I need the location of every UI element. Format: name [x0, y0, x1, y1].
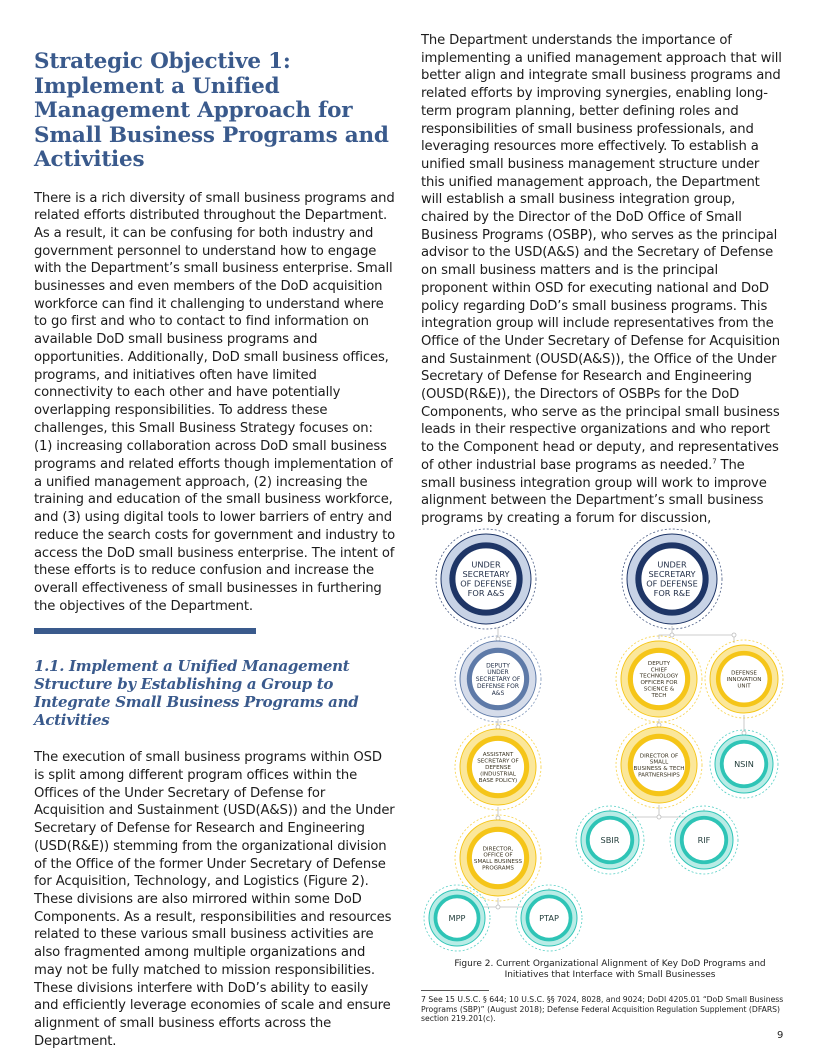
director-osbp-node — [455, 815, 541, 901]
rif-node-label: RIF — [697, 834, 711, 845]
sbir-node — [576, 806, 644, 874]
section-divider — [34, 628, 256, 634]
focus-paragraph: (1) increasing collaboration across DoD small business programs and related efforts though implementation of a unified management approach, (2) increasing the training and education of the small business workforce, and (3) using digital tools to lower barriers of entry and reduce the search costs for government and industry to access the DoD small business enterprise. The intent of these efforts is to reduce confusion and increase the overall effectiveness of small businesses in furthering the objectives of the Department. — [34, 439, 396, 614]
page-number: 9 — [777, 1030, 784, 1041]
connector-dot — [496, 725, 500, 729]
intro-paragraph: There is a rich diversity of small business programs and related efforts distributed throughout the Department. As a result, it can be confusing for both industry and government personnel to understand how to engage with the Department’s small business enterprise. Small businesses and even members of the DoD acquisition workforce can find it challenging to understand where to go first and who to contact to find information on available DoD small business programs and opportunities. Additionally, DoD small business offices, programs, and initiatives often have limited connectivity to each other and have potentially overlapping responsibilities. To address these challenges, this Small Business Strategy focuses on: — [34, 190, 395, 436]
right-column — [421, 32, 783, 528]
left-column — [34, 50, 396, 1050]
mpp-node-label: MPP — [448, 912, 466, 923]
connector-dot — [657, 815, 661, 819]
sbir-node-label: SBIR — [600, 834, 620, 845]
asd-ibp-node — [455, 724, 541, 810]
connector-dot — [496, 637, 500, 641]
deputy-usd-as-node-label: DEPUTY UNDER SECRETARY OF DEFENSE FOR A&S — [475, 662, 521, 697]
footnote: 7 See 15 U.S.C. § 644; 10 U.S.C. §§ 7024, 8028, and 9024; DoDI 4205.01 “DoD Small Business Programs (SBP)” (August 2018); Defense Federal Acquisition Regulation Supplement (DFARS) section 219.201(c). — [421, 995, 784, 1024]
director-sbtp-node-label: DIRECTOR OF SMALL BUSINESS & TECH PARTNERSHIPS — [633, 753, 685, 779]
deputy-usd-as-node — [455, 636, 541, 722]
diu-node-label: DEFENSE INNOVATION UNIT — [726, 670, 762, 690]
footnote-reference[interactable]: 7 — [712, 457, 717, 466]
rif-node — [670, 806, 738, 874]
director-osbp-node-label: DIRECTOR, OFFICE OF SMALL BUSINESS PROGRAMS — [473, 846, 523, 872]
dcto-node — [616, 636, 702, 722]
connector-dot — [670, 633, 674, 637]
usd-as-node-label: UNDER SECRETARY OF DEFENSE FOR A&S — [460, 559, 512, 599]
org-alignment-figure — [418, 527, 784, 952]
connector-dot — [742, 731, 746, 735]
footnote-divider — [421, 990, 489, 991]
org-nodes — [424, 529, 783, 951]
ptap-node-label: PTAP — [539, 912, 559, 923]
usd-re-node — [622, 529, 722, 629]
connector-dot — [657, 723, 661, 727]
asd-ibp-node-label: ASSISTANT SECRETARY OF DEFENSE (INDUSTRIAL BASE POLICY) — [477, 752, 519, 784]
usd-re-node-label: UNDER SECRETARY OF DEFENSE FOR R&E — [646, 559, 698, 599]
director-sbtp-node — [616, 722, 702, 808]
nsin-node-label: NSIN — [734, 758, 754, 769]
department-paragraph-tail: The small business integration group will work to improve alignment between the Department’s small business programs by creating a forum for discussion, — [421, 457, 767, 526]
ptap-node — [516, 885, 582, 951]
mpp-node — [424, 885, 490, 951]
connector-dot — [732, 633, 736, 637]
diu-node — [705, 640, 783, 718]
connector-dot — [496, 905, 500, 909]
execution-paragraph: The execution of small business programs within OSD is split among different program offices within the Offices of the Under Secretary of Defense for Acquisition and Sustainment (USD(A&S)) and the Under Secretary of Defense for Research and Engineering (USD(R&E)) stemming from the organizational division of the Office of the former Under Secretary of Defense for Acquisition, Technology, and Logistics (Figure 2). These divisions are also mirrored within some DoD Components. As a result, responsibilities and resources related to these various small business activities are also fragmented among multiple organizations and may not be fully matched to mission responsibilities. These divisions interfere with DoD’s ability to easily and efficiently leverage economies of scale and ensure alignment of small business efforts across the Department. — [34, 750, 395, 1049]
connector-dot — [496, 816, 500, 820]
nsin-node — [710, 730, 778, 798]
figure-caption: Figure 2. Current Organizational Alignment of Key DoD Programs and Initiatives that Interface with Small Businesses — [454, 959, 766, 980]
usd-as-node — [436, 529, 536, 629]
department-paragraph — [421, 32, 783, 528]
dcto-node-label: DEPUTY CHIEF TECHNOLOGY OFFICER FOR SCIENCE & TECH — [639, 660, 679, 700]
strategic-objective-title: Strategic Objective 1: Implement a Unified Management Approach for Small Business Programs and Activities — [34, 49, 389, 172]
department-paragraph-main: The Department understands the importance of implementing a unified management approach that will better align and integrate small business programs and related efforts by improving synergies, enabling long-term program planning, better defining roles and responsibilities of small business professionals, and leveraging resources more effectively. To establish a unified small business management structure under this unified management approach, the Department will establish a small business integration group, chaired by the Director of the DoD Office of Small Business Programs (OSBP), who serves as the principal advisor to the USD(A&S) and the Secretary of Defense on small business matters and is the principal proponent within OSD for executing national and DoD policy regarding DoD’s small business programs. This integration group will include representatives from the Office of the Under Secretary of Defense for Acquisition and Sustainment (OUSD(A&S)), the Office of the Under Secretary of Defense for Research and Engineering (OUSD(R&E)), the Directors of OSBPs for the DoD Components, who serve as the principal small business leads in their respective organizations and who report to the Component head or deputy, and representatives of other industrial base programs as needed. — [421, 33, 782, 473]
section-subtitle: 1.1. Implement a Unified Management Structure by Establishing a Group to Integrate Small Business Programs and Activities — [34, 657, 359, 730]
